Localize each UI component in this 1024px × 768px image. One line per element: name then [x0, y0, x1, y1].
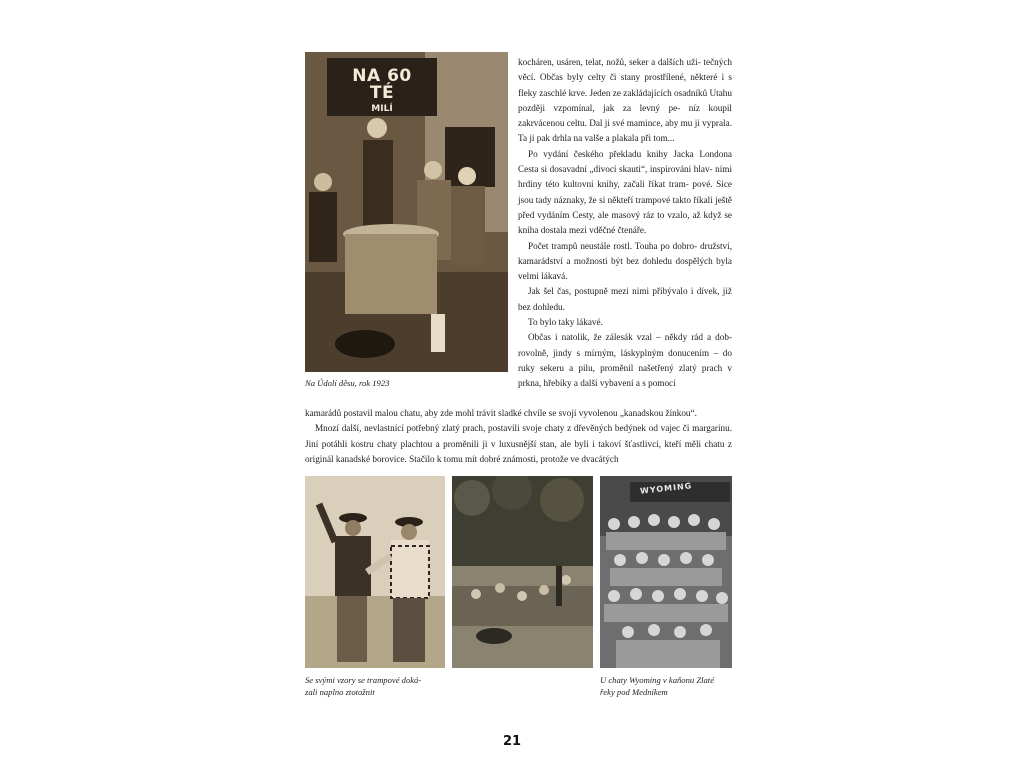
full-width-text	[305, 406, 732, 467]
sign-line-1: NA 60 TÉ	[352, 66, 412, 103]
photo-bottom-middle-illustration	[452, 476, 593, 668]
photo-bottom-left-illustration	[305, 476, 445, 668]
photo-group-sign: WYOMING	[639, 481, 693, 496]
column-paragraph: To bylo taky lákavé.	[528, 317, 603, 328]
page-number: 21	[502, 734, 522, 749]
photo-top-group-at-table	[305, 52, 508, 372]
caption-bottom-right-line2: řeky pod Medníkem	[600, 686, 668, 697]
column-paragraph: Jak šel čas, postupně mezi nimi přibývalo i dívek, již bez dohledu.	[518, 286, 732, 312]
column-paragraph: Občas i natolik, že zálesák vzal – někdy rád a dob- rovolně, jindy s mírným, láskyplným donucením – do ruky sekeru a pilu, proměnil našetřený zlatý prach v prkna, hřebíky a další vybavení a s pomocí	[518, 332, 732, 389]
full-paragraph: kamarádů postavil malou chatu, aby zde mohl trávit sladké chvíle se svojí vyvolenou „kanadskou žínkou“.	[305, 408, 697, 418]
column-paragraph: kocháren, usáren, telat, nožů, seker a dalších uži- tečných věcí. Občas byly celty či stany prostřílené, některé i s fleky zaschlé krve. Jeden ze zakládajících osadníků Utahu později vzpomínal, jak za levný pe- níz koupil zakrvácenou celtu. Dal ji své mamince, aby mu ji vyprala. Ta ji pak drhla na valše a plakala při tom...	[518, 57, 732, 144]
photo-bottom-right-illustration	[600, 476, 732, 668]
column-text	[518, 55, 732, 392]
photo-bottom-middle-camp	[452, 476, 593, 668]
caption-bottom-left-line2: zali naplno ztotožnit	[305, 686, 375, 697]
caption-top-text: Na Údolí děsu, rok 1923	[305, 378, 390, 388]
column-paragraph: Po vydání českého překladu knihy Jacka Londona Cesta si dosavadní „divocí skauti“, inspirováni hlav- ními hrdiny této kultovní knihy, začali říkat tram- pové. Sice jsou tady náznaky, že si někteří trampové takto říkali ještě před vydáním Cesty, ale masový ráz to vzalo, až když se kniha dostala mezi vděčné čtenáře.	[518, 148, 732, 236]
photo-bottom-right-group	[600, 476, 732, 668]
column-paragraph: Počet trampů neustále rostl. Touha po dobro- družství, kamarádství a možnosti být bez dohledu dospělých byla velmi lákavá.	[518, 240, 732, 282]
sign-line-2: MILÍ	[371, 104, 393, 114]
photo-sign-text	[337, 68, 427, 114]
caption-bottom-left	[305, 675, 465, 698]
caption-top-photo	[305, 378, 510, 390]
caption-bottom-right	[600, 675, 750, 698]
caption-bottom-left-line1: Se svými vzory se trampové doká-	[305, 675, 422, 685]
caption-bottom-right-line1: U chaty Wyoming v kaňonu Zlaté	[600, 675, 715, 685]
photo-bottom-left-two-men	[305, 476, 445, 668]
full-paragraph: Mnozí další, nevlastnící potřebný zlatý prach, postavili svoje chaty z dřevěných bedýnek od vajec či margarínu. Jiní potáhli kostru chaty plachtou a proměnili ji v luxusnější stan, ale byli i takoví šťastlivci, kteří měli chatu z originál kanadské borovice. Stačilo k tomu mít dobré známosti, protože ve dvacátých	[305, 423, 732, 464]
